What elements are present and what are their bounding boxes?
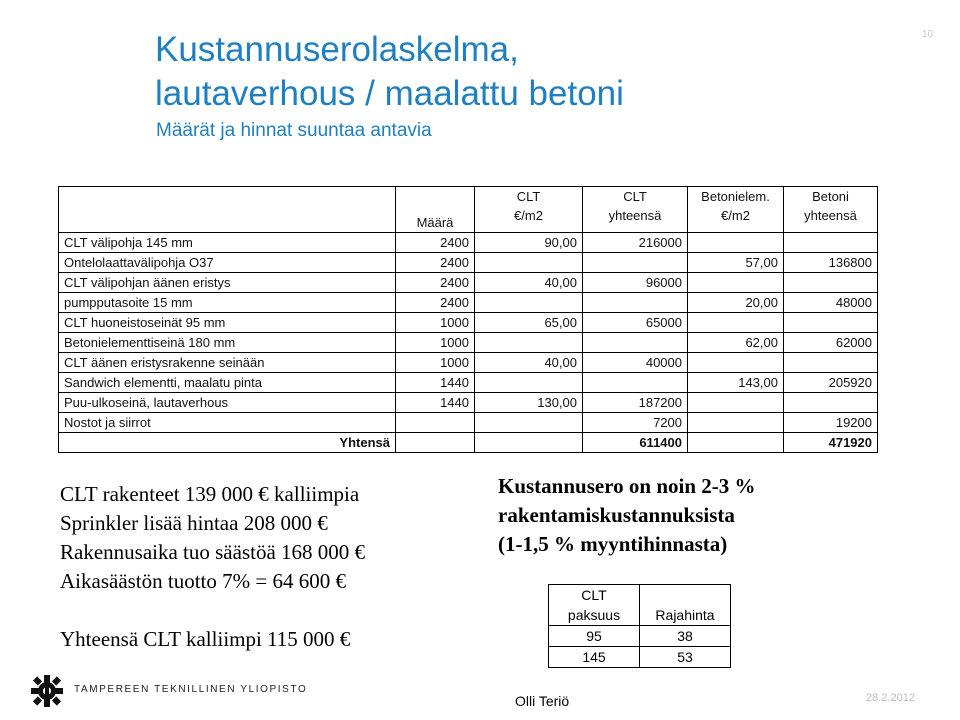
row-bet-total — [784, 313, 878, 333]
row-item: pumpputasoite 15 mm — [59, 293, 396, 313]
note-line-2: Sprinkler lisää hintaa 208 000 € — [60, 511, 328, 535]
right-notes — [498, 472, 756, 559]
header-clt-total-l1: CLT — [623, 189, 647, 204]
table-row — [59, 293, 878, 313]
note-line-3: Rakennusaika tuo säästöä 168 000 € — [60, 540, 366, 564]
row-item: CLT huoneistoseinät 95 mm — [59, 313, 396, 333]
table-row — [549, 626, 731, 647]
row-bet-price — [688, 273, 784, 293]
row-bet-total — [784, 353, 878, 373]
university-name: TAMPEREEN TEKNILLINEN YLIOPISTO — [74, 684, 308, 695]
row-bet-total — [784, 393, 878, 413]
limit-header-price — [640, 585, 731, 626]
header-bet-price — [688, 187, 784, 233]
row-bet-total — [784, 273, 878, 293]
total-qty-empty — [396, 433, 475, 453]
row-qty: 1000 — [396, 353, 475, 373]
row-bet-price: 143,00 — [688, 373, 784, 393]
header-clt-total — [583, 187, 688, 233]
row-clt-total — [583, 333, 688, 353]
total-label: Yhtensä — [59, 433, 396, 453]
row-clt-price — [475, 373, 583, 393]
table-row — [59, 353, 878, 373]
row-qty: 2400 — [396, 233, 475, 253]
row-clt-price: 90,00 — [475, 233, 583, 253]
row-bet-price — [688, 313, 784, 333]
slide-date: 28.2.2012 — [866, 692, 915, 704]
header-clt-price-l1: CLT — [516, 189, 541, 204]
note-line-5: Yhteensä CLT kalliimpi 115 000 € — [60, 627, 351, 651]
table-row — [59, 393, 878, 413]
header-bet-total-l2: yhteensä — [804, 208, 857, 223]
row-clt-total: 65000 — [583, 313, 688, 333]
row-clt-price: 65,00 — [475, 313, 583, 333]
limit-header-thickness-l1: CLT — [581, 587, 607, 603]
row-bet-price — [688, 393, 784, 413]
row-clt-price — [475, 333, 583, 353]
limit-thickness: 145 — [549, 647, 640, 668]
header-quantity — [396, 187, 475, 233]
header-bet-price-l2: €/m2 — [721, 208, 750, 223]
table-row — [59, 233, 878, 253]
header-quantity-label: Määrä — [416, 215, 454, 230]
total-bet-price-empty — [688, 433, 784, 453]
table-row — [59, 273, 878, 293]
gear-logo-icon — [30, 674, 64, 708]
total-bet: 471920 — [784, 433, 878, 453]
note-line-4: Aikasäästön tuotto 7% = 64 600 € — [60, 569, 346, 593]
row-bet-price — [688, 353, 784, 373]
row-clt-price — [475, 413, 583, 433]
slide-number: 10 — [922, 29, 934, 40]
row-qty: 2400 — [396, 253, 475, 273]
slide-subtitle: Määrät ja hinnat suuntaa antavia — [156, 120, 432, 141]
row-bet-total: 19200 — [784, 413, 878, 433]
row-qty: 2400 — [396, 273, 475, 293]
table-header-row — [59, 187, 878, 233]
row-clt-total: 40000 — [583, 353, 688, 373]
header-clt-price-l2: €/m2 — [514, 208, 543, 223]
row-item: CLT välipohjan äänen eristys — [59, 273, 396, 293]
row-clt-total — [583, 253, 688, 273]
header-bet-total — [784, 187, 878, 233]
row-qty: 1440 — [396, 373, 475, 393]
row-clt-total: 187200 — [583, 393, 688, 413]
row-bet-price: 57,00 — [688, 253, 784, 273]
title-line-2: lautaverhous / maalattu betoni — [155, 74, 624, 113]
limit-price: 38 — [640, 626, 731, 647]
title-line-1: Kustannuserolaskelma, — [155, 30, 519, 69]
cost-comparison-table — [58, 186, 878, 453]
header-item — [59, 187, 396, 233]
row-item: Betonielementtiseinä 180 mm — [59, 333, 396, 353]
header-clt-price — [475, 187, 583, 233]
right-note-line-1: Kustannusero on noin 2-3 % — [498, 474, 756, 498]
row-qty: 1000 — [396, 333, 475, 353]
row-bet-total: 205920 — [784, 373, 878, 393]
right-note-line-3: (1-1,5 % myyntihinnasta) — [498, 532, 728, 556]
row-qty: 1440 — [396, 393, 475, 413]
row-bet-total: 136800 — [784, 253, 878, 273]
row-item: Ontelolaattavälipohja O37 — [59, 253, 396, 273]
row-item: CLT välipohja 145 mm — [59, 233, 396, 253]
row-qty: 1000 — [396, 313, 475, 333]
row-bet-total — [784, 233, 878, 253]
row-clt-total: 216000 — [583, 233, 688, 253]
header-bet-total-l1: Betoni — [812, 189, 849, 204]
table-row — [59, 313, 878, 333]
row-bet-total: 48000 — [784, 293, 878, 313]
header-clt-total-l2: yhteensä — [608, 208, 662, 223]
note-line-1: CLT rakenteet 139 000 € kalliimpia — [60, 482, 360, 506]
total-clt-price-empty — [475, 433, 583, 453]
row-bet-price: 62,00 — [688, 333, 784, 353]
row-clt-total: 96000 — [583, 273, 688, 293]
row-bet-price: 20,00 — [688, 293, 784, 313]
table-row — [59, 373, 878, 393]
row-clt-total — [583, 373, 688, 393]
row-clt-total — [583, 293, 688, 313]
row-item: Puu-ulkoseinä, lautaverhous — [59, 393, 396, 413]
limit-header-price-label: Rajahinta — [655, 607, 715, 623]
right-note-line-2: rakentamiskustannuksista — [498, 503, 735, 527]
table-row — [549, 647, 731, 668]
row-bet-price — [688, 413, 784, 433]
limit-table-header — [549, 585, 731, 626]
limit-price: 53 — [640, 647, 731, 668]
row-clt-price: 130,00 — [475, 393, 583, 413]
slide-title — [155, 28, 624, 116]
row-item: CLT äänen eristysrakenne seinään — [59, 353, 396, 373]
table-row — [59, 253, 878, 273]
total-clt: 611400 — [583, 433, 688, 453]
table-row — [59, 333, 878, 353]
university-logo-icon — [30, 674, 64, 713]
limit-header-thickness-l2: paksuus — [567, 607, 621, 623]
row-clt-total: 7200 — [583, 413, 688, 433]
row-clt-price — [475, 293, 583, 313]
limit-thickness: 95 — [549, 626, 640, 647]
table-total-row — [59, 433, 878, 453]
author-name: Olli Teriö — [515, 693, 570, 709]
row-qty — [396, 413, 475, 433]
header-bet-price-l1: Betonielem. — [701, 189, 770, 204]
table-row — [59, 413, 878, 433]
row-item: Sandwich elementti, maalatu pinta — [59, 373, 396, 393]
row-item: Nostot ja siirrot — [59, 413, 396, 433]
limit-price-table — [548, 584, 731, 668]
limit-header-thickness — [549, 585, 640, 626]
row-qty: 2400 — [396, 293, 475, 313]
row-clt-price: 40,00 — [475, 353, 583, 373]
row-bet-total: 62000 — [784, 333, 878, 353]
row-bet-price — [688, 233, 784, 253]
row-clt-price — [475, 253, 583, 273]
left-notes — [60, 480, 365, 654]
row-clt-price: 40,00 — [475, 273, 583, 293]
